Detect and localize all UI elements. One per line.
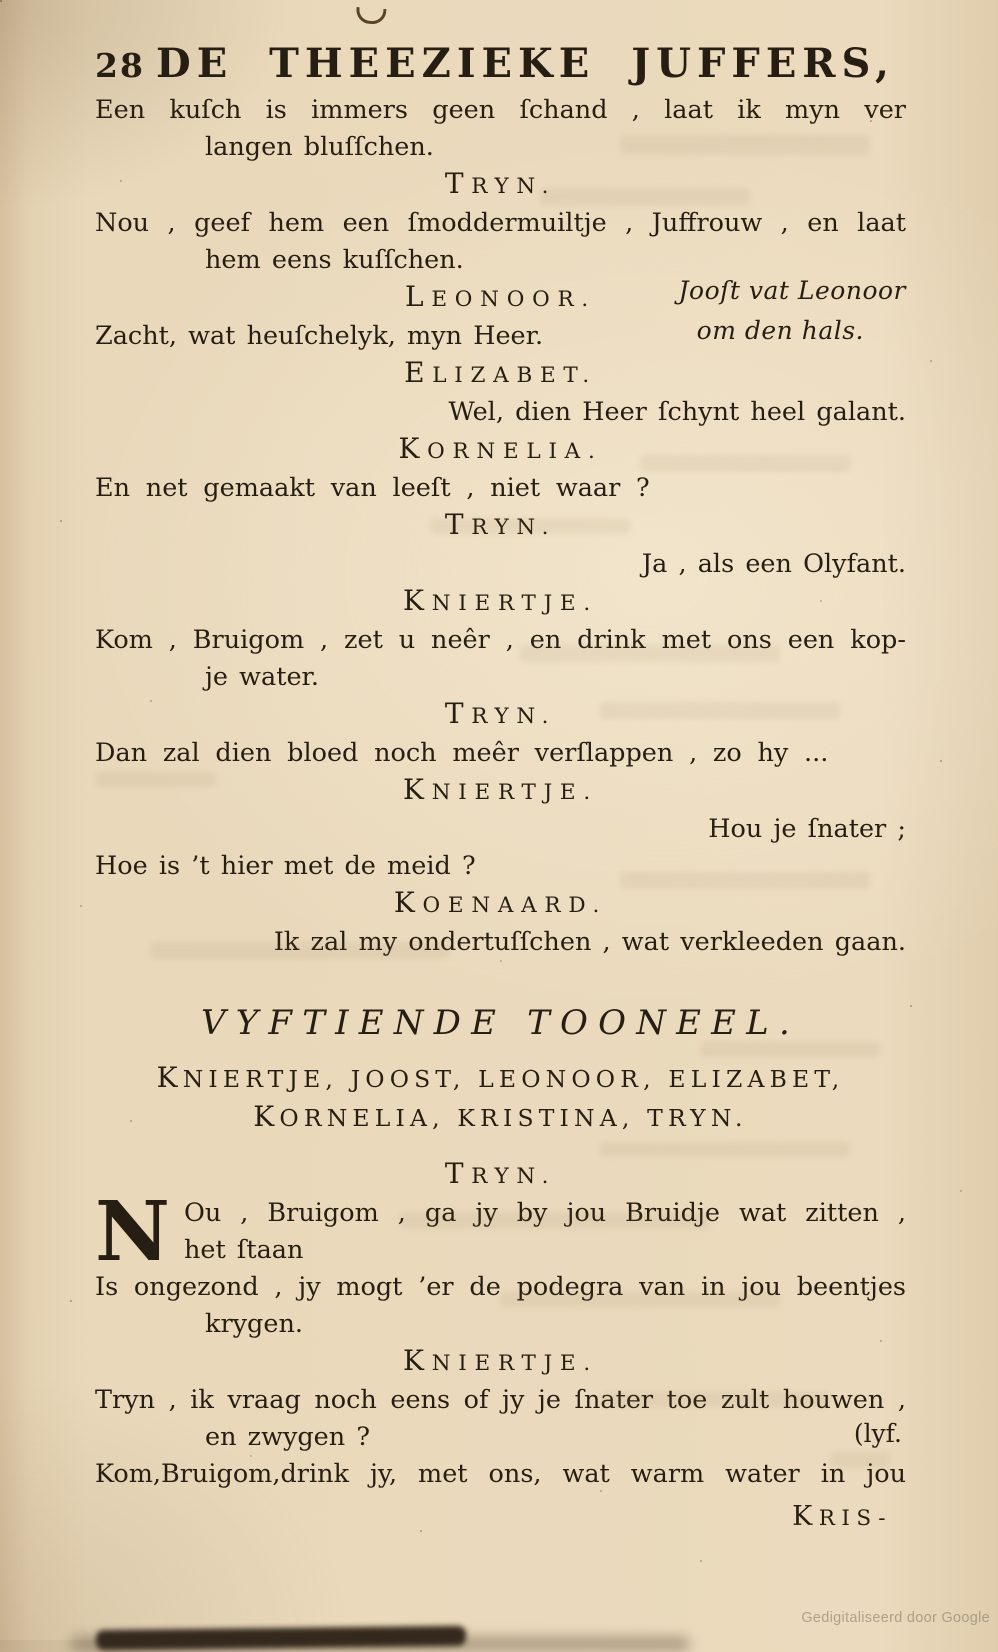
dialogue-line: Is ongezond , jy mogt ’er de podegra van in jou beentjes <box>95 1272 906 1302</box>
dialogue-line: Ja , als een Olyfant. <box>641 549 906 579</box>
speaker-name: ELIZABET. <box>404 356 597 389</box>
catchword: KRIS- <box>792 1501 892 1532</box>
digitization-watermark: Gedigitaliseerd door Google <box>801 1610 990 1626</box>
scene-cast-line: KNIERTJE, JOOST, LEONOOR, ELIZABET, <box>156 1061 845 1094</box>
dialogue-line: krygen. <box>205 1309 303 1339</box>
stage-direction: om den hals. <box>696 316 864 345</box>
dialogue-paragraph <box>95 1184 906 1280</box>
dialogue-line: En net gemaakt van leeſt , niet waar ? <box>95 473 650 503</box>
dialogue-line: Dan zal dien bloed noch meêr verſlappen , zo hy ... <box>95 738 829 768</box>
bleedthrough-smudge <box>830 1452 890 1468</box>
speaker-name: KNIERTJE. <box>403 1344 598 1377</box>
bleedthrough-smudge <box>640 455 850 472</box>
drop-cap: N <box>95 1184 170 1280</box>
running-title: DE THEEZIEKE JUFFERS, <box>156 40 895 87</box>
dialogue-line: Tryn , ik vraag noch eens of jy je ſnater toe zult houwen , <box>95 1385 906 1415</box>
bleedthrough-smudge <box>600 1392 830 1407</box>
dialogue-row <box>95 1419 906 1456</box>
bleedthrough-smudge <box>520 645 780 662</box>
bleedthrough-smudge <box>500 1292 780 1307</box>
bleedthrough-smudge <box>620 872 870 889</box>
dialogue-line: en zwygen ? <box>205 1422 371 1452</box>
bleedthrough-smudge <box>96 772 216 787</box>
dialogue-row <box>95 318 906 355</box>
dialogue-line: het ſtaan <box>183 1235 304 1265</box>
dialogue-line: Ik zal my ondertuſſchen , wat verkleeden gaan. <box>273 927 906 957</box>
bleedthrough-smudge <box>150 942 450 959</box>
speaker-name: TRYN. <box>444 167 557 200</box>
dialogue-line: hem eens kuſſchen. <box>205 245 464 275</box>
page-header <box>95 40 906 92</box>
bleedthrough-smudge <box>600 1142 850 1157</box>
dialogue-line: Zacht, wat heuſchelyk, myn Heer. <box>95 321 544 351</box>
dialogue-line: je water. <box>205 662 320 692</box>
dialogue-line: Kom , Bruigom , zet u neêr , en drink met ons een kop- <box>95 625 906 655</box>
paper-speckles <box>0 0 2 2</box>
speaker-name: TRYN. <box>444 697 557 730</box>
dialogue-line: Nou , geef hem een ſmoddermuiltje , Juffrouw , en laat <box>95 208 906 238</box>
speaker-name: TRYN. <box>444 1157 557 1190</box>
speaker-name: LEONOOR. <box>405 280 596 313</box>
speaker-name: KORNELIA. <box>398 432 603 465</box>
stage-direction: (lyf. <box>853 1419 902 1448</box>
speaker-name: KNIERTJE. <box>403 773 598 806</box>
scene-cast-line: KORNELIA, KRISTINA, TRYN. <box>253 1100 748 1133</box>
bleedthrough-smudge <box>700 1042 880 1057</box>
bleedthrough-smudge <box>540 188 750 206</box>
page-number: 28 <box>95 46 145 85</box>
speaker-name: TRYN. <box>444 508 557 541</box>
dialogue-line: Ou , Bruigom , ga jy by jou Bruidje wat zitten , <box>183 1198 906 1228</box>
scene-heading: VYFTIENDE TOONEEL. <box>201 1003 800 1043</box>
bleedthrough-smudge <box>430 518 630 534</box>
dialogue-line: langen bluſſchen. <box>205 132 434 162</box>
dialogue-line: Een kuſch is immers geen ſchand , laat ik myn ver <box>95 95 906 125</box>
bleedthrough-smudge <box>400 1212 710 1229</box>
dialogue-line: Hoe is ’t hier met de meid ? <box>95 851 476 881</box>
stage-direction: Jooſt vat Leonoor <box>678 276 906 305</box>
speaker-name: KOENAARD. <box>393 886 608 919</box>
dialogue-line: Hou je ſnater ; <box>708 814 906 844</box>
speaker-row <box>95 276 906 316</box>
dialogue-line: Kom,Bruigom,drink jy, met ons, wat warm water in jou <box>95 1459 906 1489</box>
bleedthrough-smudge <box>620 135 870 155</box>
speaker-name: KNIERTJE. <box>403 584 598 617</box>
bleedthrough-smudge <box>600 702 840 719</box>
dialogue-line: Wel, dien Heer ſchynt heel galant. <box>448 397 906 427</box>
